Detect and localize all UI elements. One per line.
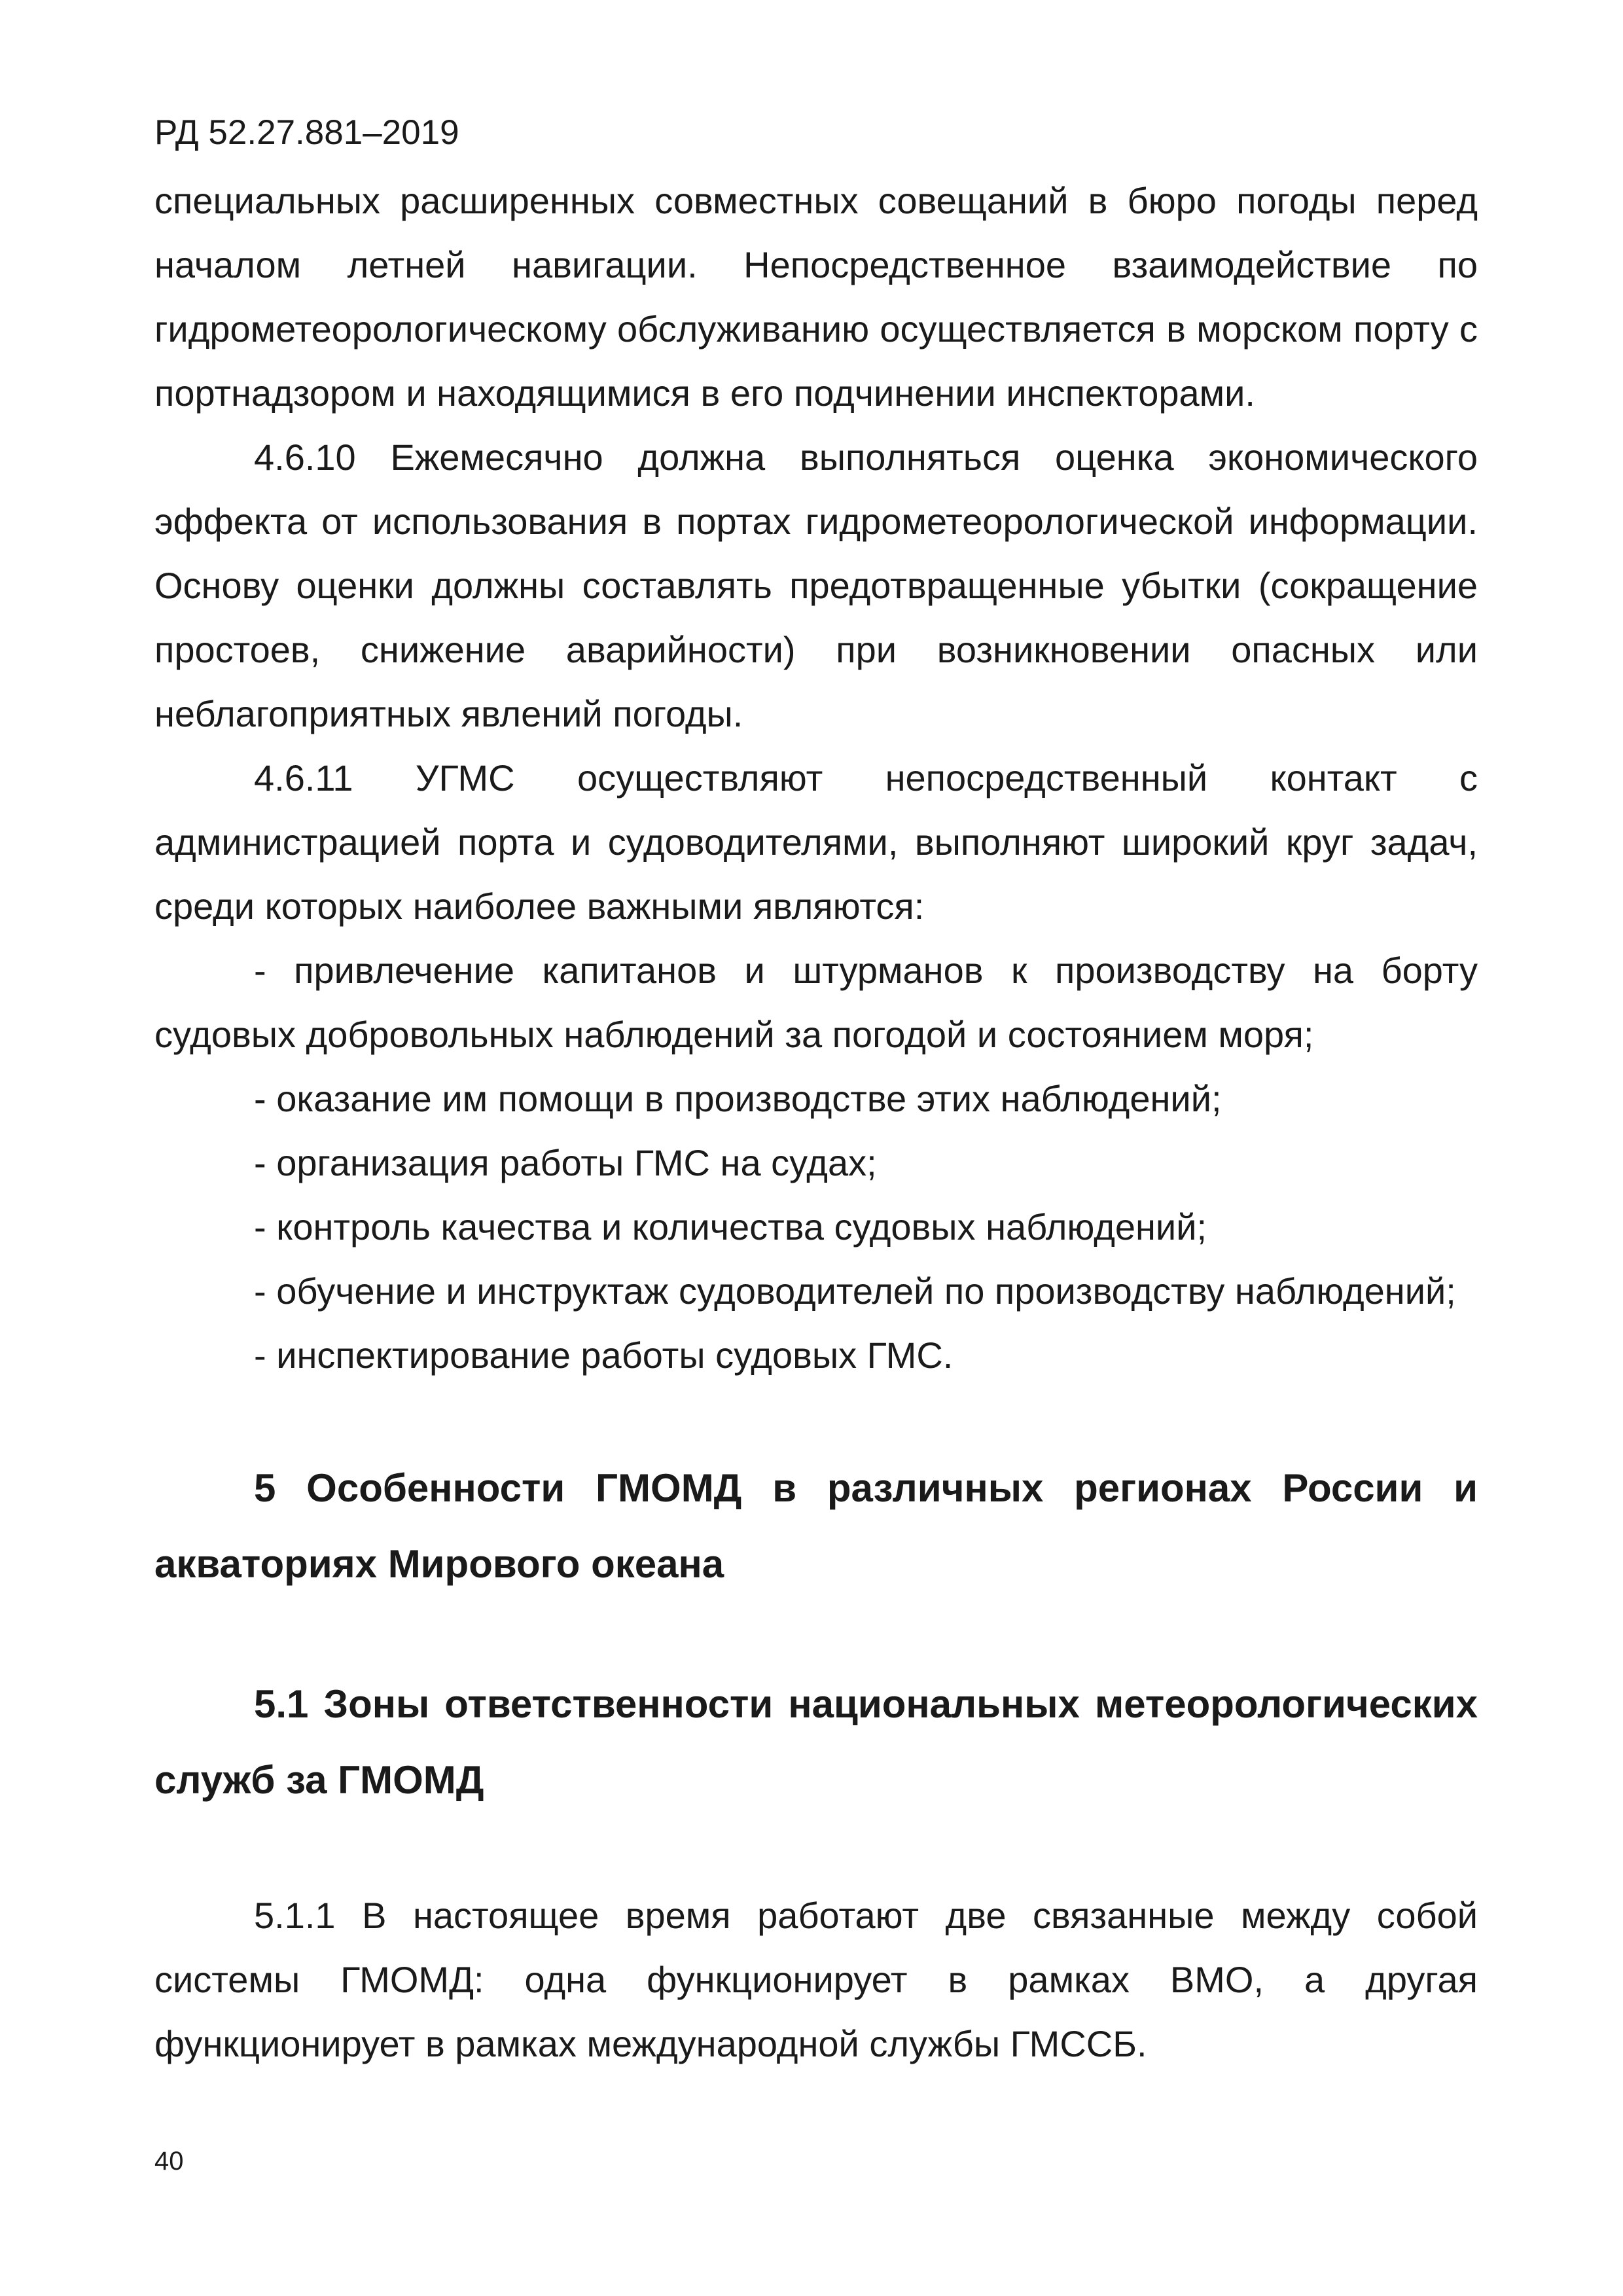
paragraph-4-6-10: 4.6.10 Ежемесячно должна выполняться оценка экономического эффекта от использования в портах гидрометеорологической информации. Основу оценки должны составлять предотвращенные убытки (сокращение простоев, снижение аварийности) при возникновении опасных или неблагоприятных явлений погоды. bbox=[154, 437, 1478, 734]
list-item: - организация работы ГМС на судах; bbox=[254, 1142, 877, 1183]
section-heading-5-1: 5.1 Зоны ответственности национальных метеорологических служб за ГМОМД bbox=[154, 1682, 1478, 1802]
list-item: - инспектирование работы судовых ГМС. bbox=[254, 1335, 954, 1376]
page-content bbox=[154, 169, 1478, 2076]
paragraph-5-1-1: 5.1.1 В настоящее время работают две связанные между собой системы ГМОМД: одна функционирует в рамках ВМО, а другая функционирует в рамках международной службы ГМССБ. bbox=[154, 1895, 1478, 2064]
document-code: РД 52.27.881–2019 bbox=[154, 113, 459, 152]
task-list bbox=[154, 939, 1478, 1388]
page-number: 40 bbox=[154, 2147, 184, 2176]
section-heading-5: 5 Особенности ГМОМД в различных регионах России и акваториях Мирового океана bbox=[154, 1466, 1478, 1586]
list-item: - оказание им помощи в производстве этих наблюдений; bbox=[254, 1078, 1222, 1119]
paragraph-continuation: специальных расширенных совместных совещаний в бюро погоды перед началом летней навигации. Непосредственное взаимодействие по гидрометеорологическому обслуживанию осуществляется в морском порту с портнадзором и находящимися в его подчинении инспекторами. bbox=[154, 180, 1478, 414]
list-item: - привлечение капитанов и штурманов к производству на борту судовых добровольных наблюдений за погодой и состоянием моря; bbox=[154, 950, 1478, 1055]
paragraph-4-6-11: 4.6.11 УГМС осуществляют непосредственный контакт с администрацией порта и судоводителями, выполняют широкий круг задач, среди которых наиболее важными являются: bbox=[154, 757, 1478, 927]
list-item: - контроль качества и количества судовых наблюдений; bbox=[254, 1206, 1207, 1247]
list-item: - обучение и инструктаж судоводителей по производству наблюдений; bbox=[254, 1270, 1456, 1312]
